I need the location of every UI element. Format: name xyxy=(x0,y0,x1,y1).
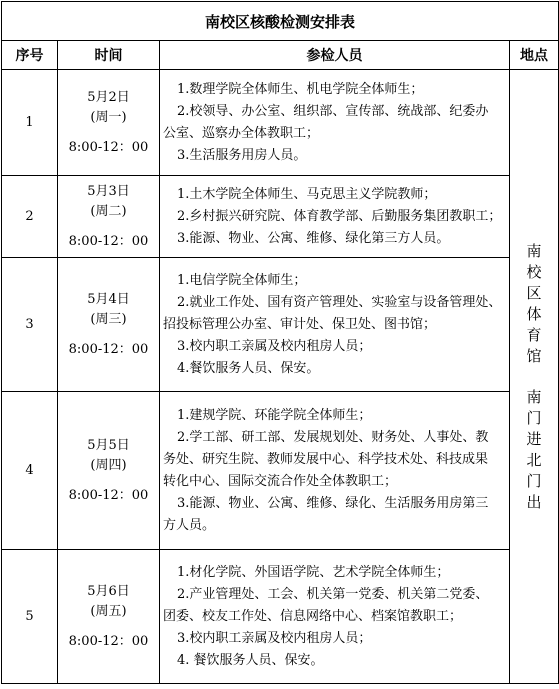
row-number: 5 xyxy=(2,550,58,684)
time-range-text: 8:00-12：00 xyxy=(68,233,149,249)
time-range-text: 8:00-12：00 xyxy=(68,487,149,503)
schedule-table xyxy=(1,1,559,684)
date-text: 5月2日 xyxy=(87,89,130,105)
people-line: 方人员。 xyxy=(163,517,216,533)
table-title: 南校区核酸检测安排表 xyxy=(2,2,559,41)
title-row xyxy=(2,2,559,41)
people-line: 4. 餐饮服务人员、保安。 xyxy=(177,652,324,668)
weekday-text: (周五) xyxy=(90,603,127,619)
row-number: 4 xyxy=(2,392,58,550)
row-number: 2 xyxy=(2,176,58,258)
people-cell xyxy=(160,176,510,258)
people-cell xyxy=(160,258,510,392)
weekday-text: (周二) xyxy=(90,203,127,219)
people-line: 3.生活服务用房人员。 xyxy=(177,147,307,163)
time-range-text: 8:00-12：00 xyxy=(68,341,149,357)
time-cell xyxy=(58,258,160,392)
time-range-text: 8:00-12：00 xyxy=(68,139,149,155)
location-line-2: 南门进北门出 xyxy=(526,387,542,511)
time-cell xyxy=(58,176,160,258)
date-text: 5月6日 xyxy=(87,583,130,599)
table-row xyxy=(2,176,559,258)
people-line: 务处、研究生院、教师发展中心、科学技术处、科技成果 xyxy=(163,451,489,467)
people-line: 2.乡村振兴研究院、体育教学部、后勤服务集团教职工； xyxy=(177,208,502,224)
time-cell xyxy=(58,70,160,176)
people-line: 3.校内职工亲属及校内租房人员； xyxy=(177,338,372,354)
people-line: 1.材化学院、外国语学院、艺术学院全体师生； xyxy=(177,564,450,580)
table-row xyxy=(2,392,559,550)
header-location: 地点 xyxy=(510,41,559,70)
people-line: 3.校内职工亲属及校内租房人员； xyxy=(177,630,372,646)
time-cell xyxy=(58,392,160,550)
date-text: 5月3日 xyxy=(87,183,130,199)
people-line: 3.能源、物业、公寓、维修、绿化、生活服务用房第三 xyxy=(177,495,489,511)
people-line: 团委、校友工作处、信息网络中心、档案馆教职工； xyxy=(163,608,463,624)
time-range-text: 8:00-12：00 xyxy=(68,633,149,649)
location-line-1: 南校区体育馆 xyxy=(526,241,542,365)
people-cell xyxy=(160,70,510,176)
time-cell xyxy=(58,550,160,684)
people-cell xyxy=(160,550,510,684)
people-line: 2.就业工作处、国有资产管理处、实验室与设备管理处、 xyxy=(177,294,502,310)
weekday-text: (周一) xyxy=(90,109,127,125)
date-text: 5月5日 xyxy=(87,437,130,453)
table-row xyxy=(2,70,559,176)
date-text: 5月4日 xyxy=(87,291,130,307)
people-line: 1.电信学院全体师生； xyxy=(177,272,307,288)
weekday-text: (周三) xyxy=(90,311,127,327)
table-row xyxy=(2,258,559,392)
people-line: 2.产业管理处、工会、机关第一党委、机关第二党委、 xyxy=(177,586,489,602)
row-number: 1 xyxy=(2,70,58,176)
people-line: 公室、巡察办全体教职工； xyxy=(163,125,320,141)
row-number: 3 xyxy=(2,258,58,392)
people-line: 2.校领导、办公室、组织部、宣传部、统战部、纪委办 xyxy=(177,103,489,119)
header-no: 序号 xyxy=(2,41,58,70)
people-line: 1.数理学院全体师生、机电学院全体师生； xyxy=(177,81,424,97)
people-line: 转化中心、国际交流合作处全体教职工； xyxy=(163,473,398,489)
location-cell xyxy=(510,70,559,684)
header-time: 时间 xyxy=(58,41,160,70)
people-line: 1.建规学院、环能学院全体师生； xyxy=(177,407,372,423)
weekday-text: (周四) xyxy=(90,457,127,473)
people-line: 1.土木学院全体师生、马克思主义学院教师； xyxy=(177,186,437,202)
people-line: 4.餐饮服务人员、保安。 xyxy=(177,360,320,376)
people-cell xyxy=(160,392,510,550)
people-line: 2.学工部、研工部、发展规划处、财务处、人事处、教 xyxy=(177,429,489,445)
people-line: 3.能源、物业、公寓、维修、绿化第三方人员。 xyxy=(177,230,450,246)
header-row xyxy=(2,41,559,70)
header-people: 参检人员 xyxy=(160,41,510,70)
people-line: 招投标管理公办室、审计处、保卫处、图书馆； xyxy=(163,316,437,332)
table-row xyxy=(2,550,559,684)
